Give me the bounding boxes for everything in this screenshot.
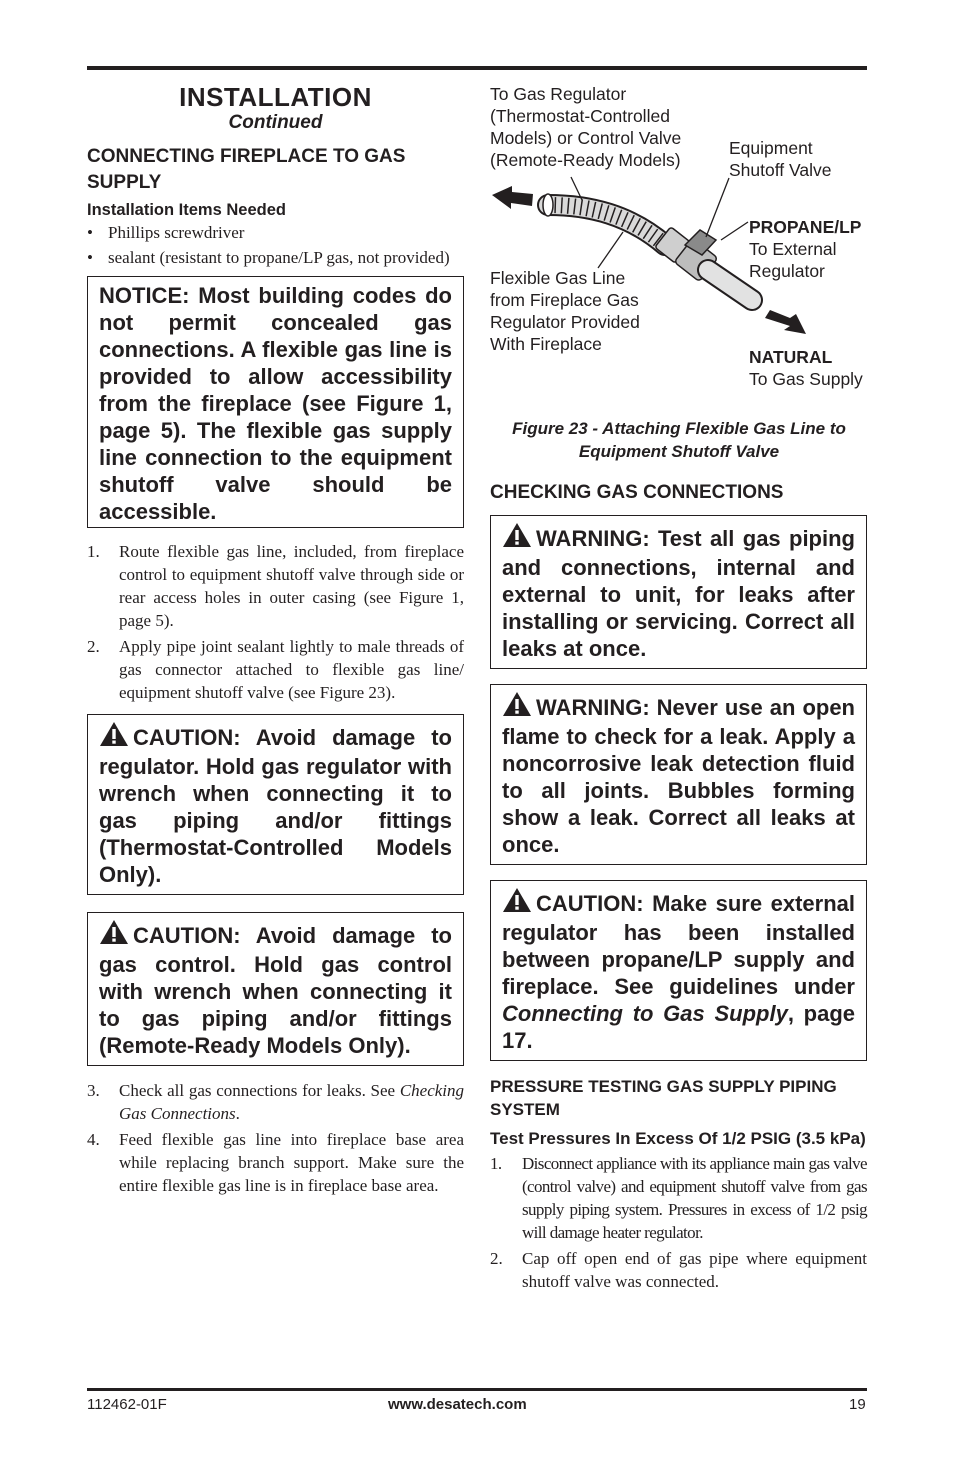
label-to-gas-regulator: To Gas Regulator (Thermostat-Controlled Models) or Control Valve (Remote-Ready Models): [490, 84, 682, 170]
caution-regulator-box: [87, 714, 464, 895]
list-item: 1. Disconnect appliance with its appliance main gas valve (control valve) and equipment shutoff valve from gas supply piping system. Pressures in excess of 1/2 psig will damage heater regulator.: [490, 1154, 867, 1242]
label-natural: NATURAL To Gas Supply: [749, 347, 863, 389]
footer-doc-number: 112462-01F: [87, 1396, 167, 1413]
figure-caption: Figure 23 - Attaching Flexible Gas Line to Equipment Shutoff Valve: [512, 419, 846, 461]
warning-triangle-icon: [502, 887, 532, 919]
footer-website[interactable]: www.desatech.com: [388, 1396, 527, 1413]
list-item: 2. Apply pipe joint sealant lightly to male threads of gas connector attached to flexible gas line/ equipment shutoff valve (see Figure 23).: [87, 637, 464, 702]
step-reference: Checking Gas Connections: [119, 1081, 465, 1123]
page-title: INSTALLATION: [179, 82, 372, 112]
label-equipment-shutoff: Equipment Shutoff Valve: [729, 138, 832, 180]
bottom-rule: [87, 1388, 867, 1391]
page-subtitle: Continued: [228, 112, 323, 133]
label-propane: PROPANE/LP To External Regulator: [749, 217, 862, 281]
label-flexible-gas-line: Flexible Gas Line from Fireplace Gas Regulator Provided With Fireplace: [490, 268, 640, 354]
warning-test-box: [490, 515, 867, 669]
list-item: • Phillips screwdriver: [87, 223, 245, 242]
list-item: 4. Feed flexible gas line into fireplace base area while replacing branch support. Make sure the entire flexible gas line is in fireplace base area.: [87, 1130, 464, 1195]
warning-flame-box: [490, 684, 867, 865]
caution-regulator-text: CAUTION: Avoid damage to regulator. Hold gas regulator with wrench when connecting it to gas piping and/or fittings (Thermostat-Controlled Models Only).: [99, 725, 452, 887]
warning-triangle-icon: [502, 691, 532, 723]
notice-text: NOTICE: Most building codes do not permit concealed gas connections. A flexible gas line is provided to allow accessibility from the fireplace (see Figure 1, page 5). The flexible gas supply line connection to the equipment shutoff valve should be accessible.: [99, 283, 452, 524]
caution-gas-control-text: CAUTION: Avoid damage to gas control. Hold gas control with wrench when connecting it to gas piping and/or fittings (Remote-Ready Models Only).: [99, 923, 452, 1058]
warning-triangle-icon: [99, 919, 129, 951]
caution-gas-control-box: [87, 912, 464, 1066]
pressure-testing-subtitle: Test Pressures In Excess Of 1/2 PSIG (3.5 kPa): [490, 1129, 866, 1148]
list-item: 3. Check all gas connections for leaks. See Checking Gas Connections.: [87, 1081, 465, 1123]
list-item: • sealant (resistant to propane/LP gas, not provided): [87, 248, 450, 267]
warning-triangle-icon: [99, 721, 129, 753]
right-column: [490, 480, 867, 1296]
footer-page-number: 19: [849, 1396, 866, 1413]
section-title-checking: CHECKING GAS CONNECTIONS: [490, 482, 784, 503]
list-item: 2. Cap off open end of gas pipe where equipment shutoff valve was connected.: [490, 1249, 867, 1291]
section-title-connecting: CONNECTING FIREPLACE TO GAS SUPPLY: [87, 146, 406, 193]
pressure-testing-title: PRESSURE TESTING GAS SUPPLY PIPING SYSTEM: [490, 1077, 837, 1119]
steps-list-a: [87, 540, 464, 704]
pressure-steps-list: [490, 1152, 867, 1293]
warning-flame-text: WARNING: Never use an open flame to check for a leak. Apply a noncorrosive leak detection fluid to all joints. Bubbles forming show a leak. Correct all leaks at once.: [502, 695, 855, 857]
figure-23: [0, 0, 954, 470]
warning-triangle-icon: [502, 522, 532, 554]
items-heading: Installation Items Needed: [87, 201, 286, 219]
caution-external-regulator-box: CAUTION: Make sure external regulator has been installed between propane/LP supply and fireplace. See guidelines under Connecting to Gas Supply, page 17.: [490, 880, 867, 1061]
list-item: 1. Route flexible gas line, included, from fireplace control to equipment shutoff valve through side or rear access holes in outer casing (see Figure 1, page 5).: [87, 542, 464, 630]
steps-list-b: [87, 1079, 464, 1197]
caution-reference: Connecting to Gas Supply: [502, 1001, 788, 1026]
warning-test-text: WARNING: Test all gas piping and connections, internal and external to unit, for leaks after installing or servicing. Correct all leaks at once.: [502, 526, 855, 661]
